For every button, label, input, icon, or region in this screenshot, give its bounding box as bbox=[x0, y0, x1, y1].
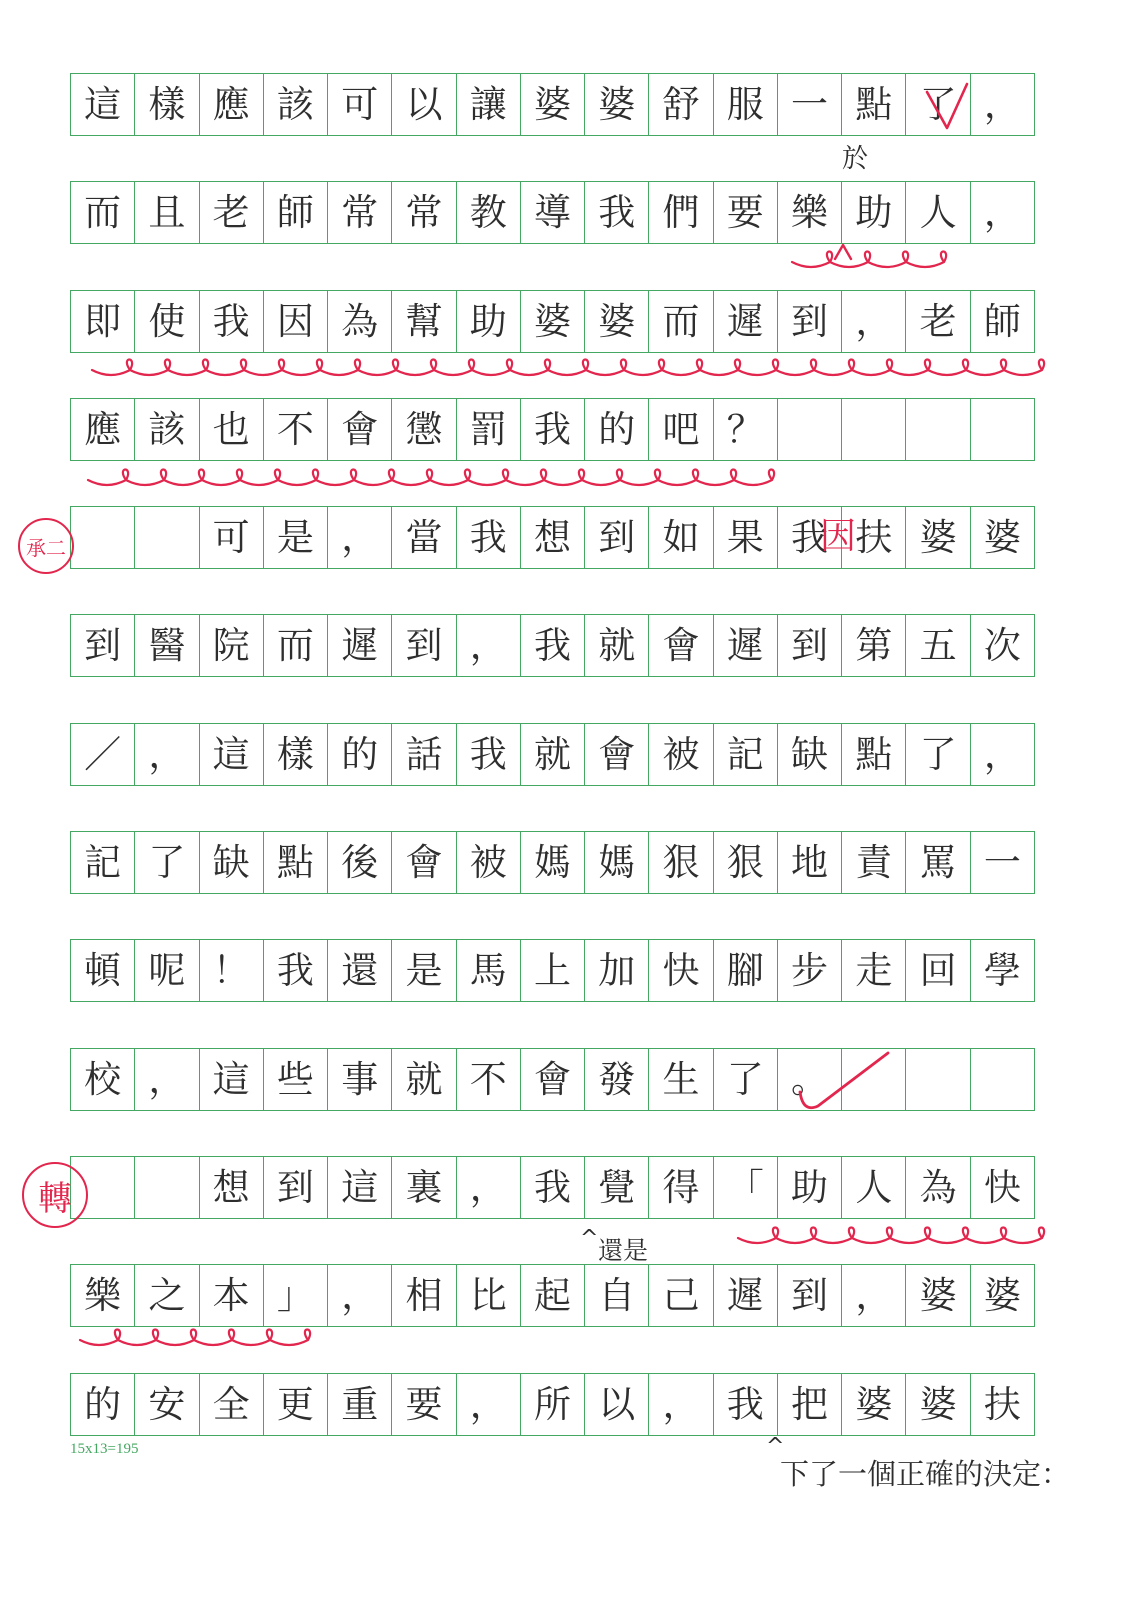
grid-cell: 到 bbox=[778, 615, 842, 677]
grid-cell: 五 bbox=[906, 615, 970, 677]
grid-cell: 還 bbox=[328, 940, 392, 1002]
grid-row bbox=[70, 1048, 1035, 1111]
grid-cell: ， bbox=[971, 74, 1035, 136]
grid-cell: 了 bbox=[906, 74, 970, 136]
grid-cell: 重 bbox=[328, 1374, 392, 1436]
grid-cell: 了 bbox=[714, 1049, 778, 1111]
grid-cell: 事 bbox=[328, 1049, 392, 1111]
grid-cell: 我 bbox=[200, 291, 264, 353]
grid-cell: 助 bbox=[457, 291, 521, 353]
grid-cell: 婆 bbox=[906, 507, 970, 569]
appended-sentence-annotation: 下了一個正確的決定： bbox=[780, 1457, 1071, 1491]
grid-cell bbox=[971, 1049, 1035, 1111]
grid-cell: 舒 bbox=[649, 74, 713, 136]
grid-cell: 缺 bbox=[200, 832, 264, 894]
grid-cell: 安 bbox=[135, 1374, 199, 1436]
grid-cell: 而 bbox=[264, 615, 328, 677]
grid-cell: 腳 bbox=[714, 940, 778, 1002]
grid-cell: 相 bbox=[392, 1265, 456, 1327]
margin-mark-text: 轉 bbox=[38, 1178, 72, 1219]
grid-cell: ， bbox=[457, 1374, 521, 1436]
grid-cell: 想 bbox=[200, 1157, 264, 1219]
grid-cell: 全 bbox=[200, 1374, 264, 1436]
grid-cell: 回 bbox=[906, 940, 970, 1002]
grid-cell: 把 bbox=[778, 1374, 842, 1436]
grid-cell: 師 bbox=[971, 291, 1035, 353]
writing-grid bbox=[70, 73, 1035, 1481]
grid-cell: 而 bbox=[649, 291, 713, 353]
grid-cell bbox=[842, 399, 906, 461]
grid-row bbox=[70, 506, 1035, 569]
grid-cell: 因 bbox=[264, 291, 328, 353]
grid-cell: 可 bbox=[200, 507, 264, 569]
grid-cell: ， bbox=[328, 507, 392, 569]
grid-cell: ， bbox=[842, 1265, 906, 1327]
grid-cell: 學 bbox=[971, 940, 1035, 1002]
grid-cell: 我 bbox=[585, 182, 649, 244]
grid-cell: 婆 bbox=[971, 1265, 1035, 1327]
grid-cell: 走 bbox=[842, 940, 906, 1002]
grid-cell: 婆 bbox=[585, 74, 649, 136]
grid-cell bbox=[971, 399, 1035, 461]
grid-cell: 地 bbox=[778, 832, 842, 894]
grid-cell: ， bbox=[328, 1265, 392, 1327]
grid-cell: 到 bbox=[585, 507, 649, 569]
grid-cell: ， bbox=[135, 1049, 199, 1111]
grid-cell: 被 bbox=[649, 724, 713, 786]
grid-cell: 比 bbox=[457, 1265, 521, 1327]
grid-cell: 的 bbox=[328, 724, 392, 786]
grid-cell: ， bbox=[649, 1374, 713, 1436]
grid-cell: 點 bbox=[842, 724, 906, 786]
inserted-words-annotation: 還是 bbox=[598, 1236, 649, 1265]
grid-cell: 不 bbox=[457, 1049, 521, 1111]
grid-cell: 缺 bbox=[778, 724, 842, 786]
grid-cell: 老 bbox=[200, 182, 264, 244]
grid-cell: 本 bbox=[200, 1265, 264, 1327]
grid-cell: 馬 bbox=[457, 940, 521, 1002]
margin-mark-text: 承二 bbox=[26, 535, 66, 560]
grid-cell: 該 bbox=[264, 74, 328, 136]
grid-cell: 師 bbox=[264, 182, 328, 244]
grid-cell: 一 bbox=[971, 832, 1035, 894]
grid-cell: 我 bbox=[457, 507, 521, 569]
grid-row bbox=[70, 614, 1035, 677]
grid-cell: 婆 bbox=[521, 74, 585, 136]
grid-cell: 們 bbox=[649, 182, 713, 244]
grid-cell: 樣 bbox=[264, 724, 328, 786]
grid-cell: 應 bbox=[200, 74, 264, 136]
grid-cell: 人 bbox=[842, 1157, 906, 1219]
grid-cell: 第 bbox=[842, 615, 906, 677]
margin-mark-circle bbox=[18, 518, 74, 574]
grid-cell: 婆 bbox=[906, 1265, 970, 1327]
grid-cell: 我 bbox=[521, 399, 585, 461]
grid-cell: 次 bbox=[971, 615, 1035, 677]
grid-cell: 就 bbox=[392, 1049, 456, 1111]
grid-cell: 這 bbox=[200, 1049, 264, 1111]
grid-cell: 婆 bbox=[971, 507, 1035, 569]
grid-cell: 責 bbox=[842, 832, 906, 894]
grid-row bbox=[70, 1264, 1035, 1327]
grid-cell: 被 bbox=[457, 832, 521, 894]
grid-cell: 我 bbox=[521, 1157, 585, 1219]
grid-size-label: 15x13=195 bbox=[70, 1441, 139, 1457]
grid-cell: 而 bbox=[71, 182, 135, 244]
grid-cell: 到 bbox=[264, 1157, 328, 1219]
grid-cell: 助 bbox=[842, 182, 906, 244]
grid-cell bbox=[135, 1157, 199, 1219]
grid-cell: 己 bbox=[649, 1265, 713, 1327]
grid-cell: 一 bbox=[778, 74, 842, 136]
grid-cell: 頓 bbox=[71, 940, 135, 1002]
grid-cell: 這 bbox=[328, 1157, 392, 1219]
grid-cell: 樂 bbox=[778, 182, 842, 244]
grid-cell: 快 bbox=[649, 940, 713, 1002]
grid-cell: 些 bbox=[264, 1049, 328, 1111]
grid-cell: 遲 bbox=[714, 1265, 778, 1327]
grid-cell: ， bbox=[457, 615, 521, 677]
grid-cell: ， bbox=[457, 1157, 521, 1219]
grid-cell: 會 bbox=[521, 1049, 585, 1111]
grid-cell: 是 bbox=[392, 940, 456, 1002]
grid-cell: 不 bbox=[264, 399, 328, 461]
grid-cell: 更 bbox=[264, 1374, 328, 1436]
grid-cell: 話 bbox=[392, 724, 456, 786]
grid-cell: 罰 bbox=[457, 399, 521, 461]
grid-cell: 到 bbox=[392, 615, 456, 677]
grid-cell: ， bbox=[842, 291, 906, 353]
grid-cell: 服 bbox=[714, 74, 778, 136]
grid-cell: ， bbox=[971, 182, 1035, 244]
grid-cell: 狠 bbox=[649, 832, 713, 894]
grid-cell: 之 bbox=[135, 1265, 199, 1327]
grid-cell: 為 bbox=[906, 1157, 970, 1219]
grid-cell: 我 bbox=[457, 724, 521, 786]
grid-cell: 「 bbox=[714, 1157, 778, 1219]
grid-cell: ， bbox=[971, 724, 1035, 786]
grid-cell bbox=[906, 399, 970, 461]
insertion-caret: ^ bbox=[580, 1226, 599, 1251]
margin-mark-circle bbox=[22, 1162, 88, 1228]
grid-cell: 我 bbox=[714, 1374, 778, 1436]
grid-cell bbox=[135, 507, 199, 569]
grid-row bbox=[70, 290, 1035, 353]
grid-cell: 導 bbox=[521, 182, 585, 244]
grid-cell: 會 bbox=[328, 399, 392, 461]
grid-cell: 到 bbox=[778, 1265, 842, 1327]
grid-cell: 就 bbox=[521, 724, 585, 786]
grid-cell: 遲 bbox=[714, 615, 778, 677]
grid-cell: 生 bbox=[649, 1049, 713, 1111]
red-inserted-character: 因 bbox=[820, 516, 857, 557]
grid-cell: ？ bbox=[714, 399, 778, 461]
grid-cell bbox=[778, 399, 842, 461]
grid-cell: 讓 bbox=[457, 74, 521, 136]
grid-cell: 樣 bbox=[135, 74, 199, 136]
grid-cell: 校 bbox=[71, 1049, 135, 1111]
grid-cell: 上 bbox=[521, 940, 585, 1002]
grid-cell: 的 bbox=[585, 399, 649, 461]
grid-cell: 是 bbox=[264, 507, 328, 569]
grid-cell: 記 bbox=[714, 724, 778, 786]
grid-cell: ！ bbox=[200, 940, 264, 1002]
grid-cell: 會 bbox=[392, 832, 456, 894]
grid-cell: 教 bbox=[457, 182, 521, 244]
grid-row bbox=[70, 831, 1035, 894]
grid-cell bbox=[71, 507, 135, 569]
grid-cell: 也 bbox=[200, 399, 264, 461]
grid-cell: 以 bbox=[392, 74, 456, 136]
grid-cell: 幫 bbox=[392, 291, 456, 353]
grid-cell: 點 bbox=[264, 832, 328, 894]
grid-cell: 會 bbox=[585, 724, 649, 786]
grid-cell: 吧 bbox=[649, 399, 713, 461]
grid-cell: 得 bbox=[649, 1157, 713, 1219]
grid-cell: 遲 bbox=[328, 615, 392, 677]
grid-row bbox=[70, 398, 1035, 461]
grid-cell: 當 bbox=[392, 507, 456, 569]
grid-cell: 想 bbox=[521, 507, 585, 569]
grid-cell: 發 bbox=[585, 1049, 649, 1111]
grid-cell: 媽 bbox=[585, 832, 649, 894]
grid-cell: 應 bbox=[71, 399, 135, 461]
grid-cell: 婆 bbox=[521, 291, 585, 353]
grid-cell bbox=[906, 1049, 970, 1111]
grid-cell: 扶 bbox=[971, 1374, 1035, 1436]
grid-cell: 呢 bbox=[135, 940, 199, 1002]
grid-cell: 裏 bbox=[392, 1157, 456, 1219]
grid-cell: ／ bbox=[71, 724, 135, 786]
grid-cell: 罵 bbox=[906, 832, 970, 894]
grid-cell: 。 bbox=[778, 1049, 842, 1111]
grid-cell: ， bbox=[135, 724, 199, 786]
grid-cell: 我 bbox=[264, 940, 328, 1002]
grid-cell: 如 bbox=[649, 507, 713, 569]
grid-cell: 樂 bbox=[71, 1265, 135, 1327]
grid-cell: 到 bbox=[71, 615, 135, 677]
grid-cell: 會 bbox=[649, 615, 713, 677]
grid-cell: 助 bbox=[778, 1157, 842, 1219]
grid-cell: 我 bbox=[778, 507, 842, 569]
grid-cell: 就 bbox=[585, 615, 649, 677]
grid-cell: 了 bbox=[906, 724, 970, 786]
grid-cell: 快 bbox=[971, 1157, 1035, 1219]
grid-cell: 自 bbox=[585, 1265, 649, 1327]
grid-cell: 老 bbox=[906, 291, 970, 353]
grid-row bbox=[70, 939, 1035, 1002]
grid-cell: 要 bbox=[392, 1374, 456, 1436]
grid-cell: 可 bbox=[328, 74, 392, 136]
grid-cell: 果 bbox=[714, 507, 778, 569]
grid-cell: 醫 bbox=[135, 615, 199, 677]
grid-cell: 且 bbox=[135, 182, 199, 244]
grid-row bbox=[70, 723, 1035, 786]
grid-row bbox=[70, 73, 1035, 136]
grid-cell: 起 bbox=[521, 1265, 585, 1327]
grid-cell: 媽 bbox=[521, 832, 585, 894]
insertion-caret: ^ bbox=[766, 1434, 785, 1459]
grid-cell: 婆 bbox=[906, 1374, 970, 1436]
grid-cell: 該 bbox=[135, 399, 199, 461]
grid-cell: 了 bbox=[135, 832, 199, 894]
grid-cell: 加 bbox=[585, 940, 649, 1002]
grid-cell: 婆 bbox=[585, 291, 649, 353]
grid-cell bbox=[842, 1049, 906, 1111]
grid-cell: 常 bbox=[328, 182, 392, 244]
grid-cell: 到 bbox=[778, 291, 842, 353]
grid-cell: 遲 bbox=[714, 291, 778, 353]
grid-cell: 我 bbox=[521, 615, 585, 677]
grid-cell: 即 bbox=[71, 291, 135, 353]
grid-cell: 常 bbox=[392, 182, 456, 244]
grid-cell: 的 bbox=[71, 1374, 135, 1436]
grid-row bbox=[70, 1156, 1035, 1219]
grid-cell: 為 bbox=[328, 291, 392, 353]
grid-cell: 這 bbox=[200, 724, 264, 786]
grid-cell: 懲 bbox=[392, 399, 456, 461]
grid-cell: 院 bbox=[200, 615, 264, 677]
grid-cell: 」 bbox=[264, 1265, 328, 1327]
grid-cell: 人 bbox=[906, 182, 970, 244]
grid-cell: 要 bbox=[714, 182, 778, 244]
grid-cell: 所 bbox=[521, 1374, 585, 1436]
grid-cell: 步 bbox=[778, 940, 842, 1002]
grid-cell: 覺 bbox=[585, 1157, 649, 1219]
grid-cell: 扶 bbox=[842, 507, 906, 569]
grid-row bbox=[70, 1373, 1035, 1436]
grid-cell: 這 bbox=[71, 74, 135, 136]
inserted-character-annotation: 於 bbox=[842, 144, 869, 174]
grid-cell: 以 bbox=[585, 1374, 649, 1436]
grid-row bbox=[70, 181, 1035, 244]
grid-cell: 婆 bbox=[842, 1374, 906, 1436]
grid-cell: 使 bbox=[135, 291, 199, 353]
grid-cell: 點 bbox=[842, 74, 906, 136]
grid-cell: 記 bbox=[71, 832, 135, 894]
grid-cell: 狠 bbox=[714, 832, 778, 894]
grid-cell: 後 bbox=[328, 832, 392, 894]
